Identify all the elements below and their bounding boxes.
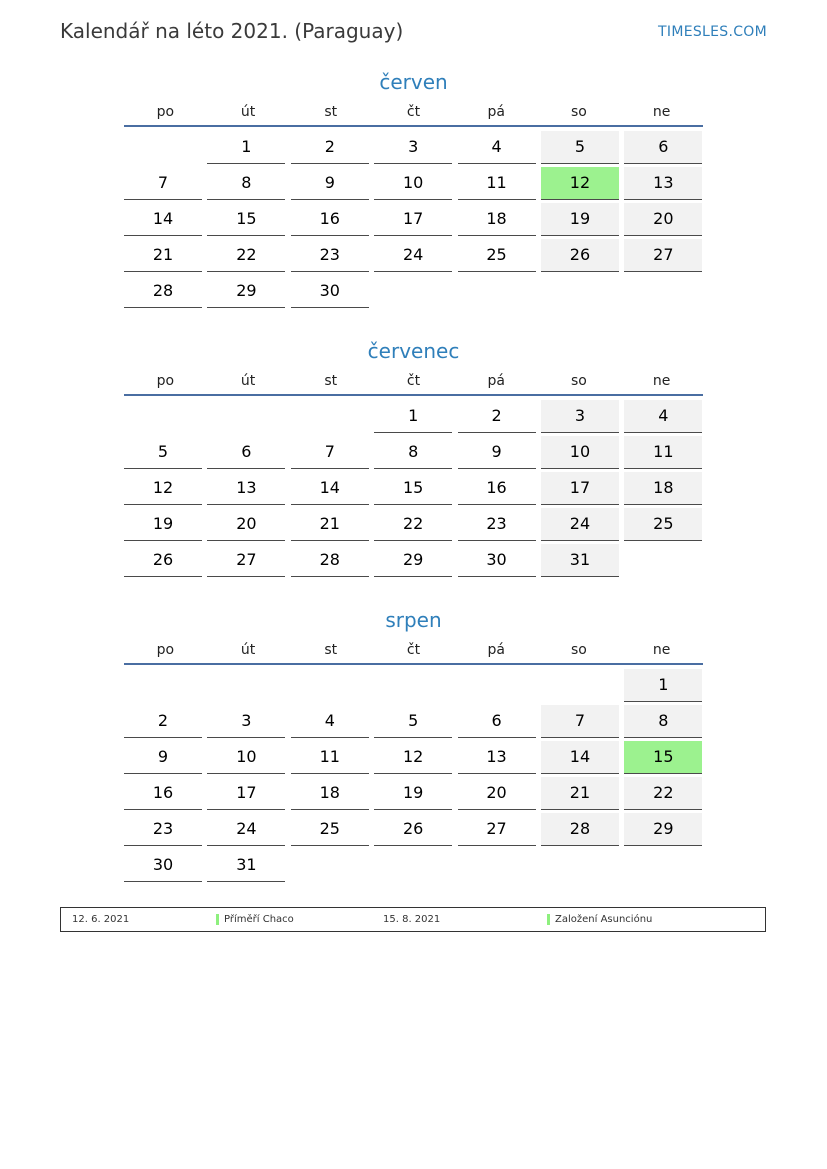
month-calendar-june [124, 70, 703, 311]
week-rows [124, 131, 703, 311]
empty-cell [374, 849, 452, 881]
day-cell[interactable]: 11 [458, 167, 536, 200]
day-cell[interactable]: 10 [374, 167, 452, 200]
day-cell[interactable]: 23 [458, 508, 536, 541]
day-cell[interactable]: 12 [541, 167, 619, 200]
week-row [124, 849, 703, 885]
empty-cell [541, 275, 619, 307]
weekday-label: čt [406, 373, 421, 389]
empty-cell [624, 275, 702, 307]
day-cell[interactable]: 19 [374, 777, 452, 810]
empty-cell [124, 669, 202, 701]
empty-cell [458, 275, 536, 307]
weekday-header-row [124, 641, 703, 665]
week-row [124, 131, 703, 167]
day-cell[interactable]: 2 [124, 705, 202, 738]
day-cell[interactable]: 1 [207, 131, 285, 164]
day-cell[interactable]: 14 [541, 741, 619, 774]
weekday-label: so [571, 642, 587, 658]
legend-holiday-1: Příměří Chaco [216, 914, 294, 925]
day-cell[interactable]: 13 [624, 167, 702, 200]
empty-cell [207, 669, 285, 701]
day-cell[interactable]: 16 [124, 777, 202, 810]
day-cell[interactable]: 18 [458, 203, 536, 236]
day-cell[interactable]: 1 [374, 400, 452, 433]
day-cell[interactable]: 31 [541, 544, 619, 577]
day-cell[interactable]: 9 [458, 436, 536, 469]
week-row [124, 777, 703, 813]
day-cell[interactable]: 30 [291, 275, 369, 308]
week-row [124, 400, 703, 436]
month-name: červen [379, 70, 448, 94]
day-cell[interactable]: 15 [374, 472, 452, 505]
day-cell[interactable]: 1 [624, 669, 702, 702]
day-cell[interactable]: 16 [291, 203, 369, 236]
week-row [124, 705, 703, 741]
page-title: Kalendář na léto 2021. (Paraguay) [60, 19, 404, 43]
day-cell[interactable]: 3 [207, 705, 285, 738]
day-cell[interactable]: 20 [458, 777, 536, 810]
weekday-label: út [240, 642, 256, 658]
legend-date-1: 12. 6. 2021 [72, 914, 130, 925]
empty-cell [541, 849, 619, 881]
day-cell[interactable]: 4 [624, 400, 702, 433]
day-cell[interactable]: 25 [291, 813, 369, 846]
day-cell[interactable]: 25 [624, 508, 702, 541]
day-cell[interactable]: 27 [207, 544, 285, 577]
legend-date-2: 15. 8. 2021 [383, 914, 441, 925]
day-cell[interactable]: 13 [458, 741, 536, 774]
weekday-label: po [156, 104, 175, 120]
day-cell[interactable]: 16 [458, 472, 536, 505]
weekday-label: pá [487, 642, 505, 658]
day-cell[interactable]: 10 [541, 436, 619, 469]
day-cell[interactable]: 17 [374, 203, 452, 236]
day-cell[interactable]: 6 [458, 705, 536, 738]
week-row [124, 472, 703, 508]
day-cell[interactable]: 13 [207, 472, 285, 505]
day-cell[interactable]: 24 [374, 239, 452, 272]
empty-cell [624, 849, 702, 881]
day-cell[interactable]: 3 [374, 131, 452, 164]
month-name: srpen [385, 608, 442, 632]
day-cell[interactable]: 29 [374, 544, 452, 577]
day-cell[interactable]: 30 [124, 849, 202, 882]
week-row [124, 239, 703, 275]
day-cell[interactable]: 19 [124, 508, 202, 541]
empty-cell [458, 669, 536, 701]
day-cell[interactable]: 10 [207, 741, 285, 774]
weekday-label: po [156, 642, 175, 658]
weekday-label: čt [406, 104, 421, 120]
weekday-label: pá [487, 104, 505, 120]
day-cell[interactable]: 29 [624, 813, 702, 846]
day-cell[interactable]: 21 [541, 777, 619, 810]
day-cell[interactable]: 12 [374, 741, 452, 774]
day-cell[interactable]: 7 [291, 436, 369, 469]
day-cell[interactable]: 23 [291, 239, 369, 272]
day-cell[interactable]: 18 [291, 777, 369, 810]
week-row [124, 508, 703, 544]
day-cell[interactable]: 29 [207, 275, 285, 308]
empty-cell [541, 669, 619, 701]
empty-cell [374, 275, 452, 307]
day-cell[interactable]: 23 [124, 813, 202, 846]
day-cell[interactable]: 5 [374, 705, 452, 738]
day-cell[interactable]: 31 [207, 849, 285, 882]
month-name: červenec [367, 339, 460, 363]
weekday-label: so [571, 373, 587, 389]
day-cell[interactable]: 21 [124, 239, 202, 272]
week-row [124, 813, 703, 849]
weekday-label: ne [652, 104, 671, 120]
weekday-label: ne [652, 642, 671, 658]
day-cell[interactable]: 4 [291, 705, 369, 738]
day-cell[interactable]: 8 [624, 705, 702, 738]
day-cell[interactable]: 28 [541, 813, 619, 846]
day-cell[interactable]: 11 [624, 436, 702, 469]
day-cell[interactable]: 22 [374, 508, 452, 541]
week-row [124, 669, 703, 705]
brand-link[interactable]: TIMESLES.COM [658, 24, 767, 40]
weekday-label: út [240, 373, 256, 389]
empty-cell [374, 669, 452, 701]
day-cell[interactable]: 22 [624, 777, 702, 810]
weekday-label: čt [406, 642, 421, 658]
day-cell[interactable]: 15 [207, 203, 285, 236]
day-cell[interactable]: 6 [624, 131, 702, 164]
week-row [124, 275, 703, 311]
week-rows [124, 669, 703, 885]
day-cell[interactable]: 2 [291, 131, 369, 164]
day-cell[interactable]: 14 [291, 472, 369, 505]
week-row [124, 436, 703, 472]
holiday-legend [60, 907, 766, 932]
weekday-header-row [124, 372, 703, 396]
empty-cell [291, 849, 369, 881]
month-calendar-august [124, 608, 703, 885]
month-calendar-july [124, 339, 703, 580]
day-cell[interactable]: 27 [458, 813, 536, 846]
day-cell[interactable]: 17 [541, 472, 619, 505]
day-cell[interactable]: 8 [374, 436, 452, 469]
day-cell[interactable]: 20 [207, 508, 285, 541]
weekday-label: st [324, 642, 338, 658]
day-cell[interactable]: 21 [291, 508, 369, 541]
day-cell[interactable]: 24 [207, 813, 285, 846]
weekday-label: so [571, 104, 587, 120]
day-cell[interactable]: 12 [124, 472, 202, 505]
day-cell[interactable]: 7 [124, 167, 202, 200]
week-row [124, 544, 703, 580]
empty-cell [624, 544, 702, 576]
day-cell[interactable]: 26 [124, 544, 202, 577]
empty-cell [291, 400, 369, 432]
weekday-label: po [156, 373, 175, 389]
day-cell[interactable]: 28 [291, 544, 369, 577]
empty-cell [458, 849, 536, 881]
weekday-label: pá [487, 373, 505, 389]
day-cell[interactable]: 5 [541, 131, 619, 164]
day-cell[interactable]: 3 [541, 400, 619, 433]
day-cell[interactable]: 18 [624, 472, 702, 505]
day-cell[interactable]: 15 [624, 741, 702, 774]
day-cell[interactable]: 30 [458, 544, 536, 577]
weekday-label: st [324, 373, 338, 389]
empty-cell [207, 400, 285, 432]
empty-cell [124, 131, 202, 163]
day-cell[interactable]: 9 [291, 167, 369, 200]
day-cell[interactable]: 26 [374, 813, 452, 846]
empty-cell [291, 669, 369, 701]
day-cell[interactable]: 22 [207, 239, 285, 272]
week-rows [124, 400, 703, 580]
weekday-label: st [324, 104, 338, 120]
day-cell[interactable]: 20 [624, 203, 702, 236]
day-cell[interactable]: 4 [458, 131, 536, 164]
day-cell[interactable]: 28 [124, 275, 202, 308]
day-cell[interactable]: 27 [624, 239, 702, 272]
week-row [124, 167, 703, 203]
day-cell[interactable]: 26 [541, 239, 619, 272]
legend-holiday-2: Založení Asunciónu [547, 914, 652, 925]
empty-cell [124, 400, 202, 432]
day-cell[interactable]: 11 [291, 741, 369, 774]
day-cell[interactable]: 9 [124, 741, 202, 774]
day-cell[interactable]: 19 [541, 203, 619, 236]
day-cell[interactable]: 5 [124, 436, 202, 469]
weekday-label: út [240, 104, 256, 120]
day-cell[interactable]: 6 [207, 436, 285, 469]
weekday-header-row [124, 103, 703, 127]
day-cell[interactable]: 2 [458, 400, 536, 433]
day-cell[interactable]: 7 [541, 705, 619, 738]
week-row [124, 203, 703, 239]
weekday-label: ne [652, 373, 671, 389]
day-cell[interactable]: 14 [124, 203, 202, 236]
day-cell[interactable]: 25 [458, 239, 536, 272]
day-cell[interactable]: 24 [541, 508, 619, 541]
day-cell[interactable]: 17 [207, 777, 285, 810]
day-cell[interactable]: 8 [207, 167, 285, 200]
week-row [124, 741, 703, 777]
